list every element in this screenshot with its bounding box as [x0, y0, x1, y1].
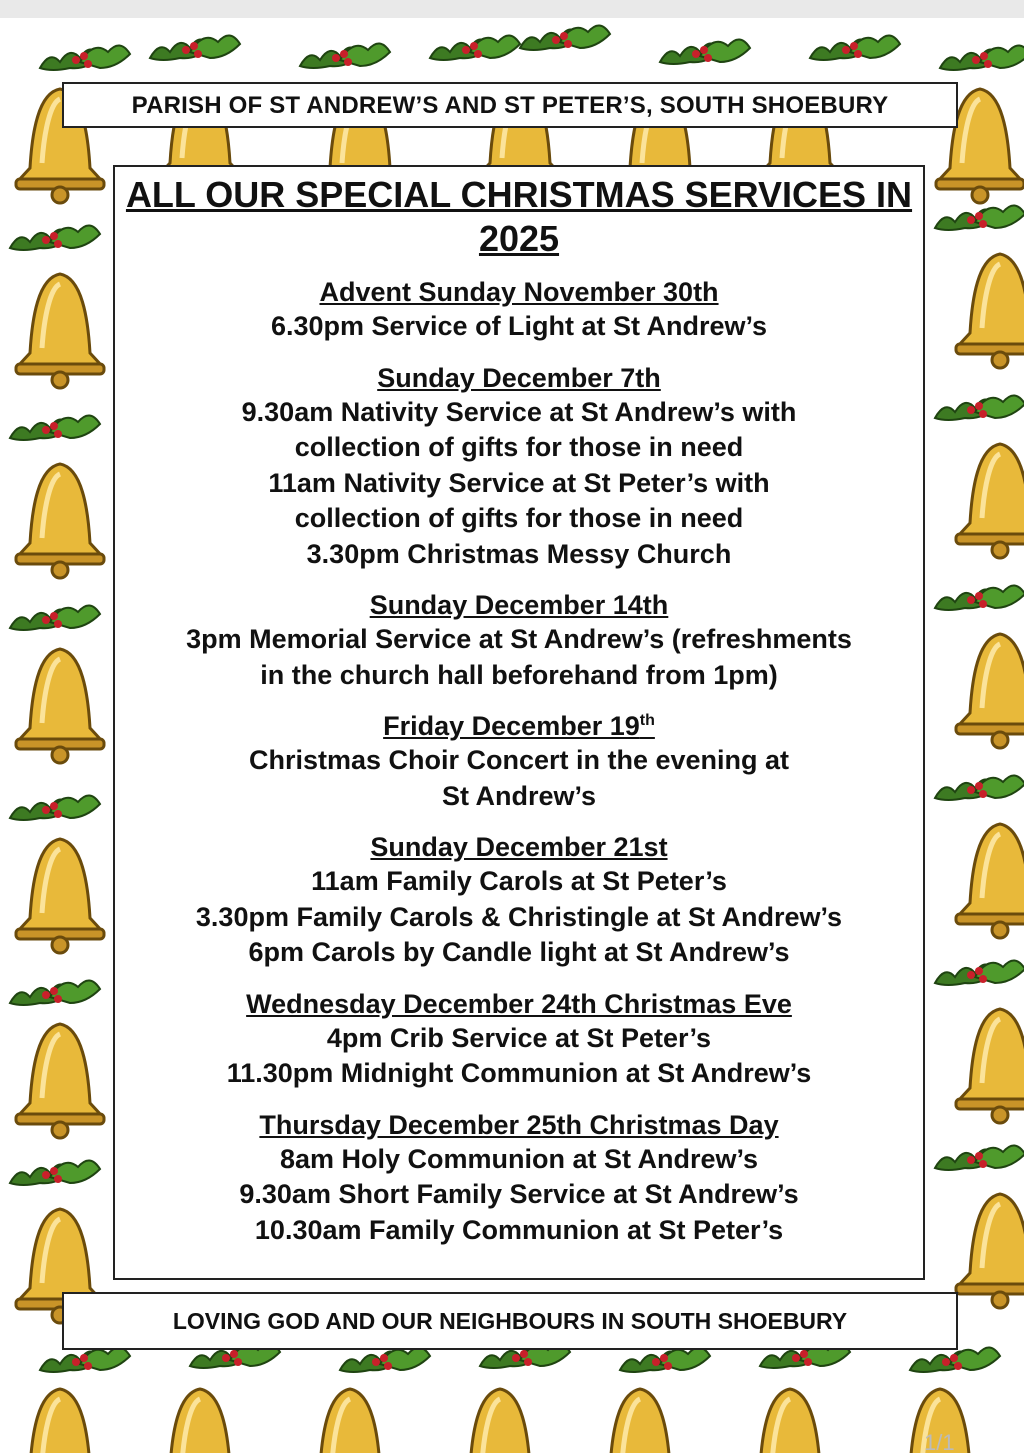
parish-title: PARISH OF ST ANDREW’S AND ST PETER’S, SOUTH SHOEBURY [131, 92, 889, 119]
service-section [115, 1108, 923, 1249]
services-box [113, 165, 925, 1280]
service-date-heading [115, 709, 923, 743]
service-line: 11am Family Carols at St Peter’s [311, 866, 727, 896]
service-date-heading [115, 361, 923, 395]
service-section [115, 830, 923, 971]
service-section [115, 709, 923, 814]
heading-text: Sunday December 14th [369, 590, 669, 620]
service-line: collection of gifts for those in need [294, 503, 744, 533]
heading-text: Friday December 19 [383, 711, 640, 741]
service-line: 3.30pm Family Carols & Christingle at St Andrew’s [195, 901, 843, 932]
heading-text: Sunday December 7th [377, 362, 661, 393]
service-section [115, 987, 923, 1092]
service-line: in the church hall beforehand from 1pm) [260, 659, 778, 690]
service-section [115, 275, 923, 345]
heading-text: Sunday December 21st [370, 832, 668, 862]
service-line: 11am Nativity Service at St Peter’s with [268, 467, 770, 498]
service-date-heading [115, 1108, 923, 1142]
service-line: 9.30am Nativity Service at St Andrew’s with [241, 396, 797, 427]
page-indicator: 1/1 [924, 1430, 955, 1455]
heading-text: Advent Sunday November 30th [319, 277, 719, 307]
service-line: 9.30am Short Family Service at St Andrew’s [239, 1179, 799, 1209]
service-line: 3pm Memorial Service at St Andrew’s (refreshments [186, 624, 852, 654]
page-title: ALL OUR SPECIAL CHRISTMAS SERVICES IN 2025 [125, 174, 913, 259]
heading-ordinal: th [639, 712, 655, 729]
service-date-heading [115, 830, 923, 864]
parish-header [62, 82, 958, 128]
service-section [115, 588, 923, 693]
heading-text: Wednesday December 24th Christmas Eve [246, 988, 792, 1019]
viewer-top-bar [0, 0, 1024, 18]
service-date-heading [115, 987, 923, 1021]
service-line: St Andrew’s [441, 780, 597, 811]
services-list [115, 275, 923, 1248]
service-section [115, 361, 923, 573]
motto-footer [62, 1292, 958, 1350]
service-line: 4pm Crib Service at St Peter’s [326, 1022, 712, 1053]
service-line: Christmas Choir Concert in the evening at [248, 745, 790, 775]
service-line: 6.30pm Service of Light at St Andrew’s [270, 311, 768, 341]
service-line: 6pm Carols by Candle light at St Andrew’s [248, 937, 790, 967]
service-line: 3.30pm Christmas Messy Church [306, 538, 732, 569]
service-date-heading [115, 275, 923, 309]
motto-text: LOVING GOD AND OUR NEIGHBOURS IN SOUTH SHOEBURY [172, 1308, 848, 1334]
service-line: collection of gifts for those in need [294, 432, 744, 462]
heading-text: Thursday December 25th Christmas Day [259, 1109, 779, 1140]
service-line: 11.30pm Midnight Communion at St Andrew’s [226, 1058, 812, 1088]
service-line: 8am Holy Communion at St Andrew’s [279, 1143, 759, 1174]
service-date-heading [115, 588, 923, 622]
service-line: 10.30am Family Communion at St Peter’s [254, 1214, 784, 1245]
